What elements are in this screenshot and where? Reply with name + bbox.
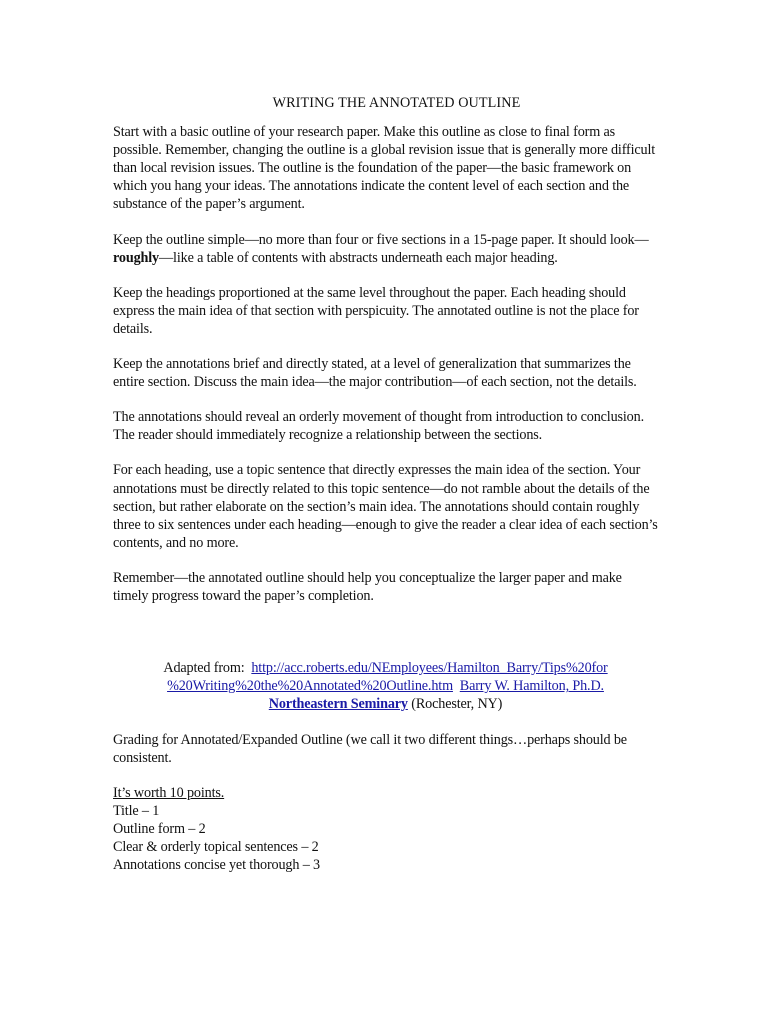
document-body: [113, 92, 658, 874]
paragraph-orderly-movement: The annotations should reveal an orderly movement of thought from introduction to conclusion. The reader should immediately recognize a relationship between the sections.: [113, 409, 644, 444]
paragraph-keep-simple-text-start: Keep the outline simple—no more than four or five sections in a 15-page paper. It should look—: [113, 231, 649, 248]
author-link[interactable]: Barry W. Hamilton, Ph.D.: [459, 678, 604, 695]
institution-link[interactable]: Northeastern Seminary: [268, 696, 408, 713]
grading-item-outline-form: Outline form – 2: [113, 820, 206, 837]
paragraph-outline-intro: Start with a basic outline of your research paper. Make this outline as close to final form as possible. Remember, changing the outline is a global revision issue that is generally more difficult than local revision issues. The outline is the foundation of the paper—the basic framework on which you hang your ideas. The annotations indicate the content level of each section and the substance of the paper’s argument.: [113, 124, 656, 213]
grading-worth-heading: It’s worth 10 points.: [113, 784, 225, 801]
grading-list: [113, 784, 658, 874]
paragraph-keep-simple-text-end: —like a table of contents with abstracts underneath each major heading.: [159, 249, 558, 266]
paragraph-headings: Keep the headings proportioned at the same level throughout the paper. Each heading should express the main idea of that section with perspicuity. The annotated outline is not the place for details.: [113, 284, 639, 337]
paragraph-annotations-brief: Keep the annotations brief and directly stated, at a level of generalization that summarizes the entire section. Discuss the main idea—the major contribution—of each section, not the details.: [113, 356, 637, 391]
grading-item-annotations: Annotations concise yet thorough – 3: [113, 856, 320, 873]
paragraph-keep-simple: [113, 231, 658, 267]
source-url-line-1: http://acc.roberts.edu/NEmployees/Hamilton_Barry/Tips%20for: [251, 660, 608, 677]
grading-item-title: Title – 1: [113, 802, 160, 819]
attribution-block: [113, 659, 658, 713]
grading-item-topical-sentences: Clear & orderly topical sentences – 2: [113, 838, 319, 855]
grading-intro: Grading for Annotated/Expanded Outline (we call it two different things…perhaps should be consistent.: [113, 732, 627, 767]
emphasis-roughly: roughly: [113, 249, 159, 266]
institution-location: (Rochester, NY): [411, 696, 503, 713]
source-url-line-2: %20Writing%20the%20Annotated%20Outline.htm: [167, 678, 453, 695]
paragraph-remember: Remember—the annotated outline should help you conceptualize the larger paper and make timely progress toward the paper’s completion.: [113, 569, 622, 604]
paragraph-topic-sentence: For each heading, use a topic sentence that directly expresses the main idea of the section. Your annotations must be directly related to this topic sentence—do not ramble about the details of the section, but rather elaborate on the section’s main idea. The annotations should contain roughly three to six sentences under each heading—enough to give the reader a clear idea of each section’s contents, and no more.: [113, 462, 658, 551]
page-title: WRITING THE ANNOTATED OUTLINE: [272, 95, 521, 111]
attribution-label: Adapted from:: [163, 660, 245, 677]
